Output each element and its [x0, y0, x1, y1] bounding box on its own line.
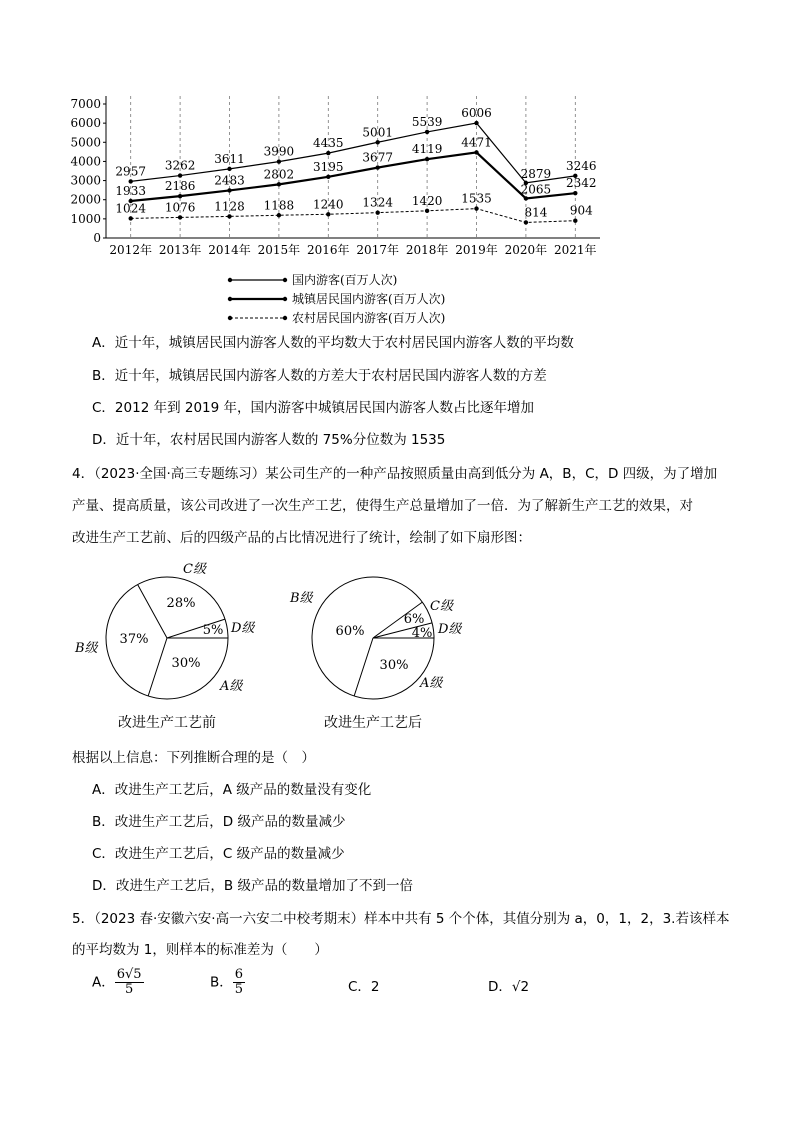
- pie-slice-label: A级: [220, 679, 243, 694]
- q5-stem-line1: 5．（2023 春·安徽六安·高一六安二中校考期末）样本中共有 5 个个体，其值分别为 a，0，1，2，3.若该样本: [72, 911, 730, 927]
- x-tick-label: 2016年: [307, 243, 350, 257]
- pie-slice-edge: [354, 638, 373, 696]
- data-label: 6006: [461, 106, 492, 121]
- legend-label: 农村居民国内游客(百万人次): [292, 311, 446, 325]
- pie-percent-label: 5%: [202, 623, 224, 638]
- data-label: 4119: [411, 142, 443, 157]
- data-label: 1128: [214, 199, 245, 214]
- data-label: 3246: [566, 158, 597, 173]
- q4-stem-line2: 产量、提高质量，该公司改进了一次生产工艺，使得生产总量增加了一倍．为了解新生产工艺的效果，对: [72, 498, 693, 514]
- data-point: [178, 173, 182, 177]
- legend-marker: [283, 316, 287, 320]
- fraction: $\frac{6}{5}$: [234, 967, 244, 997]
- data-point: [227, 188, 231, 192]
- data-label: 3611: [214, 151, 245, 166]
- series-line: [131, 123, 576, 183]
- pie-percent-label: 28%: [166, 596, 196, 611]
- data-point: [326, 175, 330, 179]
- q3-option-a[interactable]: A．近十年，城镇居民国内游客人数的平均数大于农村居民国内游客人数的平均数: [92, 335, 574, 351]
- data-label: 1076: [164, 200, 196, 215]
- x-tick-label: 2015年: [257, 243, 301, 257]
- x-tick-label: 2012年: [109, 243, 152, 257]
- legend-label: 国内游客(百万人次): [292, 273, 398, 287]
- x-tick-label: 2014年: [208, 243, 251, 257]
- data-point: [129, 179, 133, 183]
- data-label: 3990: [263, 144, 295, 159]
- data-label: 3677: [362, 150, 393, 165]
- data-point: [326, 212, 330, 216]
- data-label: 1324: [362, 195, 393, 210]
- q4-option-d[interactable]: D．改进生产工艺后，B 级产品的数量增加了不到一倍: [92, 878, 413, 894]
- x-tick-label: 2019年: [455, 243, 498, 257]
- data-label: 1024: [115, 201, 146, 216]
- pie-percent-label: 37%: [119, 632, 149, 647]
- data-point: [277, 213, 281, 217]
- fraction: $\frac{6√5}{5}$: [116, 967, 142, 997]
- series-line: [131, 152, 576, 201]
- q5-stem-line2: 的平均数为 1，则样本的标准差为（ ）: [72, 942, 328, 958]
- pie-slice-label: B级: [75, 641, 98, 656]
- data-label: 2879: [520, 166, 552, 181]
- q4-stem-line3: 改进生产工艺前、后的四级产品的占比情况进行了统计，绘制了如下扇形图：: [72, 530, 531, 546]
- data-label: 4471: [461, 135, 492, 150]
- data-label: 814: [524, 205, 548, 220]
- data-label: 5001: [362, 125, 393, 140]
- legend-marker: [228, 316, 232, 320]
- pie-slice-label: A级: [420, 676, 443, 691]
- data-label: 904: [569, 203, 593, 218]
- data-point: [376, 210, 380, 214]
- q3-option-b[interactable]: B．近十年，城镇居民国内游客人数的方差大于农村居民国内游客人数的方差: [92, 368, 547, 384]
- pie-percent-label: 30%: [171, 656, 201, 671]
- x-tick-label: 2013年: [158, 243, 202, 257]
- q5-option-a[interactable]: A． $\frac{6√5}{5}$: [92, 967, 142, 997]
- pie-percent-label: 6%: [403, 612, 425, 627]
- data-point: [573, 191, 577, 195]
- data-point: [129, 216, 133, 220]
- data-point: [573, 218, 577, 222]
- q4-option-c[interactable]: C．改进生产工艺后，C 级产品的数量减少: [92, 846, 345, 862]
- data-label: 1535: [461, 191, 492, 206]
- line-chart: [60, 90, 620, 340]
- data-label: 1933: [115, 183, 146, 198]
- data-point: [524, 220, 528, 224]
- q5-option-c[interactable]: C．2: [348, 979, 380, 995]
- pie-slice-edge: [148, 638, 167, 696]
- data-point: [277, 182, 281, 186]
- x-tick-label: 2018年: [405, 243, 449, 257]
- data-point: [227, 214, 231, 218]
- data-point: [277, 159, 281, 163]
- y-tick-label: 0: [93, 231, 101, 245]
- legend-marker: [283, 278, 287, 282]
- data-label: 2957: [115, 164, 146, 179]
- q4-option-a[interactable]: A．改进生产工艺后，A 级产品的数量没有变化: [92, 782, 372, 798]
- legend-label: 城镇居民国内游客(百万人次): [292, 292, 446, 306]
- pie-percent-label: 30%: [379, 658, 409, 673]
- data-point: [178, 215, 182, 219]
- data-label: 5539: [411, 114, 443, 129]
- data-label: 2802: [263, 167, 295, 182]
- data-point: [376, 140, 380, 144]
- q4-prompt: 根据以上信息：下列推断合理的是（ ）: [72, 750, 315, 766]
- data-label: 1240: [313, 197, 344, 212]
- data-label: 1188: [263, 198, 295, 213]
- y-tick-label: 6000: [70, 116, 101, 131]
- pie-slice-label: D级: [438, 622, 462, 637]
- y-tick-label: 7000: [70, 97, 101, 111]
- y-tick-label: 4000: [70, 154, 101, 169]
- legend-marker: [228, 278, 232, 282]
- data-point: [326, 151, 330, 155]
- pie-slice-label: C级: [183, 562, 206, 577]
- data-point: [524, 196, 528, 200]
- data-point: [474, 206, 478, 210]
- x-tick-label: 2021年: [554, 243, 597, 257]
- pie-slice-label: B级: [290, 591, 313, 606]
- pie-charts: [60, 555, 540, 735]
- pie-caption: 改进生产工艺前: [118, 715, 216, 731]
- pie-caption: 改进生产工艺后: [324, 715, 422, 731]
- q4-stem-line1: 4．（2023·全国·高三专题练习）某公司生产的一种产品按照质量由高到低分为 A，B，C，D 四级，为了增加: [72, 466, 718, 482]
- x-tick-label: 2020年: [504, 243, 548, 257]
- data-label: 2186: [164, 179, 196, 194]
- data-point: [474, 121, 478, 125]
- q3-option-c[interactable]: C．2012 年到 2019 年，国内游客中城镇居民国内游客人数占比逐年增加: [92, 400, 535, 416]
- data-label: 3262: [164, 158, 196, 173]
- data-label: 2342: [566, 176, 597, 191]
- pie-slice-label: D级: [231, 621, 255, 636]
- series-line: [131, 209, 576, 223]
- data-label: 1420: [411, 193, 443, 208]
- data-point: [474, 150, 478, 154]
- q5-option-d[interactable]: D．√2: [488, 979, 530, 995]
- x-tick-label: 2017年: [356, 243, 399, 257]
- q3-option-d[interactable]: D．近十年，农村居民国内游客人数的 75%分位数为 1535: [92, 432, 446, 448]
- legend-marker: [283, 297, 287, 301]
- y-tick-label: 5000: [70, 135, 101, 150]
- pie-slice-edge: [138, 585, 167, 638]
- data-point: [425, 157, 429, 161]
- legend-marker: [228, 297, 232, 301]
- y-tick-label: 1000: [70, 211, 101, 226]
- y-tick-label: 2000: [70, 192, 101, 207]
- data-point: [227, 167, 231, 171]
- data-label: 3195: [313, 159, 344, 174]
- data-label: 2483: [214, 173, 245, 188]
- pie-percent-label: 4%: [411, 626, 433, 641]
- data-point: [425, 130, 429, 134]
- q5-option-b[interactable]: B． $\frac{6}{5}$: [210, 967, 244, 997]
- pie-percent-label: 60%: [335, 624, 365, 639]
- q4-option-b[interactable]: B．改进生产工艺后，D 级产品的数量减少: [92, 814, 346, 830]
- data-label: 2065: [520, 182, 552, 197]
- data-point: [376, 165, 380, 169]
- data-point: [425, 209, 429, 213]
- pie-slice-label: C级: [430, 599, 453, 614]
- data-label: 4435: [313, 136, 344, 151]
- data-point: [178, 194, 182, 198]
- y-tick-label: 3000: [70, 173, 101, 188]
